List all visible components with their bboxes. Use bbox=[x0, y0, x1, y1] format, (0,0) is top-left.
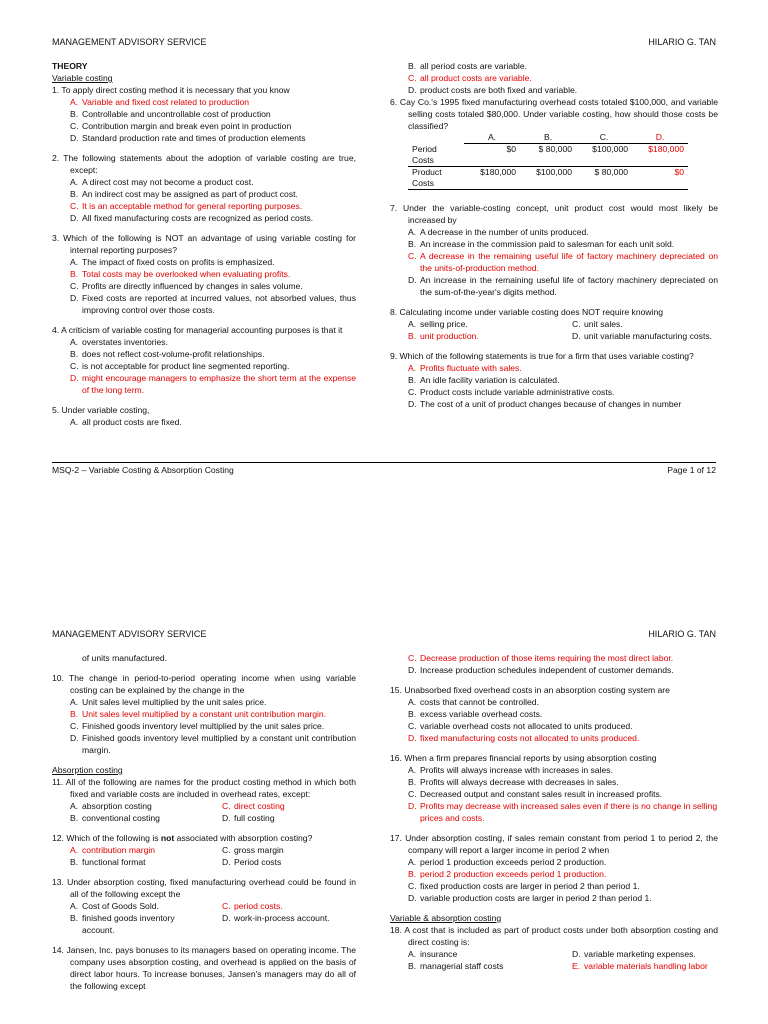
option-a: A. Profits will always increase with increases in sales. bbox=[408, 765, 613, 775]
col-d: D. bbox=[632, 132, 688, 144]
page-1 bbox=[0, 0, 768, 480]
option-a: A. all product costs are fixed. bbox=[70, 417, 182, 427]
section-variable-absorption: Variable & absorption costing bbox=[390, 913, 502, 923]
question-stem: 3. Which of the following is NOT an advantage of using variable costing for internal reporting purposes? bbox=[52, 233, 356, 255]
option-b: B. An idle facility variation is calculated. bbox=[408, 374, 560, 385]
question-1 bbox=[52, 84, 356, 144]
question-stem: 14. Jansen, Inc. pays bonuses to its managers based on operating income. The company uses absorption costing, and overhead is applied on the basis of direct labor hours. To increase bonuses, Jansen's managers may do all of the following except bbox=[52, 945, 356, 991]
option-d: D. The cost of a unit of product changes because of changes in number bbox=[408, 398, 682, 409]
option-c: C. It is an acceptable method for general reporting purposes. bbox=[70, 201, 303, 211]
option-d: D. Profits may decrease with increased sales even if there is no change in selling prices and costs. bbox=[408, 801, 718, 823]
question-9-continued: of units manufactured. bbox=[82, 653, 168, 663]
section-variable-costing: Variable costing bbox=[52, 73, 113, 83]
option-b: B. unit production. bbox=[408, 330, 479, 341]
option-a: A. overstates inventories. bbox=[70, 337, 168, 347]
option-a: A. Cost of Goods Sold. bbox=[70, 901, 159, 911]
option-a: A. period 1 production exceeds period 2 production. bbox=[408, 857, 607, 867]
question-stem: 5. Under variable costing, bbox=[52, 405, 150, 415]
option-c: C. A decrease in the remaining useful life of factory machinery depreciated on the units-of-production method. bbox=[408, 250, 718, 273]
question-4 bbox=[52, 324, 356, 396]
question-stem: 2. The following statements about the adoption of variable costing are true, except: bbox=[52, 153, 356, 175]
right-column bbox=[390, 60, 718, 418]
question-5 bbox=[52, 404, 356, 428]
option-b: B. Profits will always decrease with decreases in sales. bbox=[408, 777, 619, 787]
question-2 bbox=[52, 152, 356, 224]
page-footer bbox=[52, 462, 716, 476]
question-13 bbox=[52, 876, 356, 936]
option-a: A. A decrease in the number of units produced. bbox=[408, 226, 589, 237]
option-d: D. work-in-process account. bbox=[222, 913, 330, 923]
option-b: B. does not reflect cost-volume-profit relationships. bbox=[70, 349, 265, 359]
option-b: B. excess variable overhead costs. bbox=[408, 709, 543, 719]
question-stem: 15. Unabsorbed fixed overhead costs in an absorption costing system are bbox=[390, 685, 670, 695]
option-c: C. gross margin bbox=[222, 845, 284, 855]
question-stem: 4. A criticism of variable costing for managerial accounting purposes is that it bbox=[52, 325, 343, 335]
question-14 bbox=[52, 944, 356, 992]
page-2 bbox=[0, 600, 768, 1024]
option-a: A. costs that cannot be controlled. bbox=[408, 697, 539, 707]
question-stem: 11. All of the following are names for the product costing method in which both fixed and variable costs are included in overhead rates, except: bbox=[52, 777, 356, 799]
cost-classification-table bbox=[408, 132, 688, 190]
header-left: MANAGEMENT ADVISORY SERVICE bbox=[52, 37, 207, 47]
option-c: C. Decrease production of those items requiring the most direct labor. bbox=[408, 653, 674, 663]
question-12 bbox=[52, 832, 356, 868]
left-column bbox=[52, 652, 356, 1000]
option-c: C. is not acceptable for product line segmented reporting. bbox=[70, 361, 290, 371]
option-c: C. variable overhead costs not allocated to units produced. bbox=[408, 721, 633, 731]
option-c: C. Contribution margin and break even point in production bbox=[70, 121, 292, 131]
option-d: D. product costs are both fixed and variable. bbox=[408, 85, 578, 95]
option-a: A. selling price. bbox=[408, 318, 468, 329]
option-d: D. Increase production schedules independent of customer demands. bbox=[408, 665, 674, 675]
question-stem: 18. A cost that is included as part of product costs under both absorption costing and direct costing is: bbox=[390, 925, 718, 947]
option-b: B. conventional costing bbox=[70, 813, 160, 823]
question-stem: 12. Which of the following is not associated with absorption costing? bbox=[52, 833, 313, 843]
col-b: B. bbox=[520, 132, 576, 144]
option-d: D. Period costs bbox=[222, 857, 282, 867]
option-c: C. all product costs are variable. bbox=[408, 73, 532, 83]
option-a: A. contribution margin bbox=[70, 845, 156, 855]
table-row: Product Costs $180,000 $100,000 $ 80,000 $0 bbox=[408, 166, 688, 189]
option-a: A. Profits fluctuate with sales. bbox=[408, 362, 522, 373]
question-8 bbox=[390, 306, 718, 342]
option-d: D. unit variable manufacturing costs. bbox=[572, 330, 713, 341]
question-stem: 6. Cay Co.'s 1995 fixed manufacturing overhead costs totaled $100,000, and variable selling costs totaled $80,000. Under variable costing, how should those costs be classified? bbox=[390, 97, 718, 131]
option-c: C. Profits are directly influenced by changes in sales volume. bbox=[70, 281, 303, 291]
question-3 bbox=[52, 232, 356, 316]
option-d: D. Standard production rate and times of production elements bbox=[70, 133, 306, 143]
option-c: C. Decreased output and constant sales result in increased profits. bbox=[408, 789, 663, 799]
question-17 bbox=[390, 832, 718, 904]
option-a: A. absorption costing bbox=[70, 801, 152, 811]
option-d: D. Finished goods inventory level multiplied by a constant unit contribution margin. bbox=[70, 733, 356, 755]
option-b: B. functional format bbox=[70, 857, 146, 867]
option-b: B. An indirect cost may be assigned as part of product cost. bbox=[70, 189, 298, 199]
page-header bbox=[52, 36, 716, 48]
option-b: B. Controllable and uncontrollable cost of production bbox=[70, 109, 271, 119]
question-7 bbox=[390, 202, 718, 298]
question-14-continued bbox=[390, 652, 718, 676]
option-d: D. All fixed manufacturing costs are recognized as period costs. bbox=[70, 213, 314, 223]
option-d: D. Fixed costs are reported at incurred values, not absorbed values, thus improving control over those costs. bbox=[70, 293, 356, 315]
theory-heading: THEORY bbox=[52, 61, 88, 71]
question-10 bbox=[52, 672, 356, 756]
question-stem: 10. The change in period-to-period operating income when using variable costing can be explained by the change in the bbox=[52, 673, 356, 695]
option-c: C. period costs. bbox=[222, 901, 283, 911]
option-b: B. all period costs are variable. bbox=[408, 61, 527, 71]
question-6 bbox=[390, 96, 718, 190]
option-d: D. variable marketing expenses. bbox=[572, 949, 696, 959]
option-d: D. full costing bbox=[222, 813, 275, 823]
option-b: B. finished goods inventory account. bbox=[70, 913, 175, 935]
question-stem: 7. Under the variable-costing concept, unit product cost would most likely be increased by bbox=[390, 202, 718, 225]
option-e: E. variable materials handling labor bbox=[572, 961, 708, 971]
question-15 bbox=[390, 684, 718, 744]
option-b: B. An increase in the commission paid to salesman for each unit sold. bbox=[408, 238, 675, 249]
footer-right: Page 1 of 12 bbox=[667, 465, 716, 475]
option-c: C. Finished goods inventory level multiplied by the unit sales price. bbox=[70, 721, 325, 731]
option-c: C. unit sales. bbox=[572, 318, 623, 329]
question-5-continued bbox=[390, 60, 718, 96]
option-d: D. variable production costs are larger in period 2 than period 1. bbox=[408, 893, 652, 903]
option-a: A. The impact of fixed costs on profits is emphasized. bbox=[70, 257, 275, 267]
option-c: C. direct costing bbox=[222, 801, 285, 811]
section-absorption-costing: Absorption costing bbox=[52, 765, 123, 775]
option-a: A. Variable and fixed cost related to production bbox=[70, 97, 250, 107]
question-9 bbox=[390, 350, 718, 410]
option-d: D. might encourage managers to emphasize the short term at the expense of the long term. bbox=[70, 373, 356, 395]
question-stem: 9. Which of the following statements is true for a firm that uses variable costing? bbox=[390, 350, 694, 361]
table-row: Period Costs $0 $ 80,000 $100,000 $180,000 bbox=[408, 144, 688, 167]
question-18 bbox=[390, 924, 718, 972]
option-a: A. Unit sales level multiplied by the unit sales price. bbox=[70, 697, 267, 707]
footer-left: MSQ-2 – Variable Costing & Absorption Costing bbox=[52, 465, 234, 475]
option-b: B. managerial staff costs bbox=[408, 961, 504, 971]
col-c: C. bbox=[576, 132, 632, 144]
option-a: A. insurance bbox=[408, 949, 458, 959]
question-16 bbox=[390, 752, 718, 824]
question-stem: 16. When a firm prepares financial reports by using absorption costing bbox=[390, 753, 657, 763]
left-column bbox=[52, 60, 356, 436]
question-stem: 17. Under absorption costing, if sales remain constant from period 1 to period 2, the company will report a larger income in period 2 when bbox=[390, 833, 718, 855]
col-a: A. bbox=[464, 132, 520, 144]
question-11 bbox=[52, 776, 356, 824]
option-d: D. fixed manufacturing costs not allocated to units produced. bbox=[408, 733, 640, 743]
option-d: D. An increase in the remaining useful life of factory machinery depreciated on the sum-of-the-year's digits method. bbox=[408, 274, 718, 297]
option-a: A. A direct cost may not become a product cost. bbox=[70, 177, 254, 187]
question-stem: 8. Calculating income under variable costing does NOT require knowing bbox=[390, 306, 664, 317]
header-left: MANAGEMENT ADVISORY SERVICE bbox=[52, 629, 207, 639]
option-c: C. Product costs include variable administrative costs. bbox=[408, 386, 615, 397]
question-stem: 1. To apply direct costing method it is necessary that you know bbox=[52, 85, 290, 95]
option-b: B. Unit sales level multiplied by a constant unit contribution margin. bbox=[70, 709, 327, 719]
option-b: B. Total costs may be overlooked when evaluating profits. bbox=[70, 269, 291, 279]
option-b: B. period 2 production exceeds period 1 production. bbox=[408, 869, 607, 879]
header-right: HILARIO G. TAN bbox=[648, 629, 716, 639]
option-c: C. fixed production costs are larger in period 2 than period 1. bbox=[408, 881, 640, 891]
header-right: HILARIO G. TAN bbox=[648, 37, 716, 47]
right-column bbox=[390, 652, 718, 980]
page-header bbox=[52, 628, 716, 640]
question-stem: 13. Under absorption costing, fixed manufacturing overhead could be found in all of the following except the bbox=[52, 877, 356, 899]
